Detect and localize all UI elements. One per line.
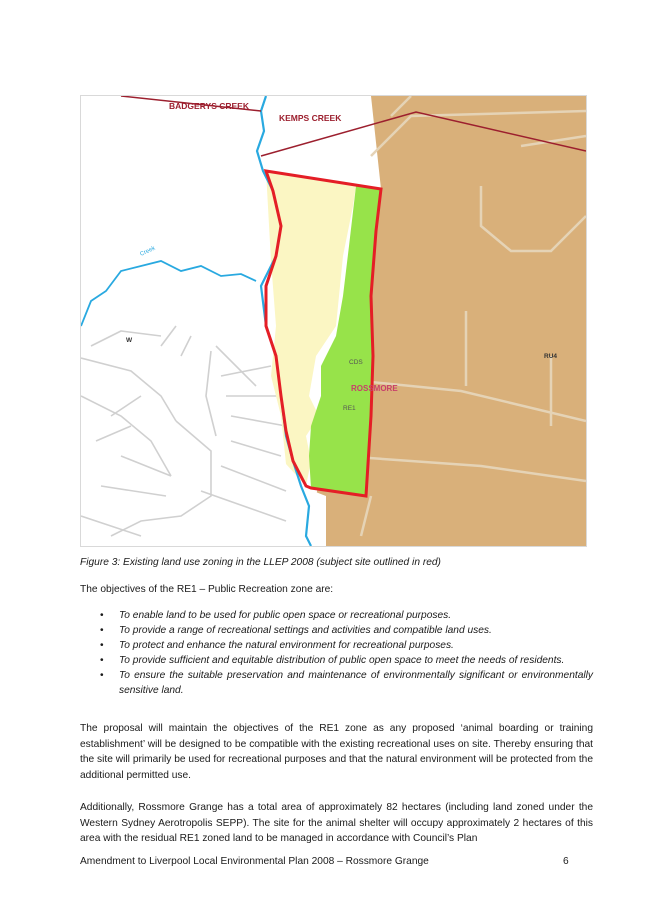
body-paragraph: Additionally, Rossmore Grange has a total area of approximately 82 hectares (including land zoned under the Western Sydney Aerotropolis SEPP). The site for the animal shelter will occupy approximately 2 hectares of this area with the residual RE1 zoned land to be managed in accordance with Council’s Plan [80, 802, 593, 844]
badgerys-creek-label: BADGERYS CREEK [169, 101, 249, 111]
bullet-icon: • [100, 670, 104, 681]
bullet-icon: • [100, 610, 104, 621]
re1-label: RE1 [343, 405, 356, 412]
figure-caption: Figure 3: Existing land use zoning in the LLEP 2008 (subject site outlined in red) [80, 557, 441, 568]
footer-title: Amendment to Liverpool Local Environmental Plan 2008 – Rossmore Grange [80, 856, 429, 867]
objective-item: • To enable land to be used for public open space or recreational purposes. [100, 610, 452, 621]
zoning-map [80, 95, 587, 547]
objective-item: • To protect and enhance the natural environment for recreational purposes. [100, 640, 454, 651]
bullet-icon: • [100, 655, 104, 666]
objectives-intro: The objectives of the RE1 – Public Recreation zone are: [80, 584, 334, 595]
cds-label: CDS [349, 359, 363, 366]
page-number: 6 [563, 856, 569, 867]
objective-item: • To provide sufficient and equitable distribution of public open space to meet the needs of residents. [100, 655, 565, 666]
creek-label: Creek [139, 245, 157, 258]
bullet-icon: • [100, 640, 104, 651]
objective-item: • To ensure the suitable preservation and maintenance of environmentally significant or environmentally sensitive land. [100, 670, 593, 696]
zoning-map-graphic [81, 96, 586, 546]
bullet-icon: • [100, 625, 104, 636]
w-zone-label: W [126, 337, 133, 344]
body-paragraph: The proposal will maintain the objectives of the RE1 zone as any proposed ‘animal boarding or training establishment’ will be designed to be compatible with the existing recreational uses on site. Thereby ensuring that the site will primarily be used for recreational purposes and that the natural environment will be protected from the additional permitted use. [80, 723, 593, 781]
objective-item: • To provide a range of recreational settings and activities and compatible land uses. [100, 625, 492, 636]
objectives-list [80, 608, 593, 698]
kemps-creek-label: KEMPS CREEK [279, 113, 342, 123]
ru4-label: RU4 [544, 353, 558, 360]
rossmore-label: ROSSMORE [351, 384, 398, 393]
